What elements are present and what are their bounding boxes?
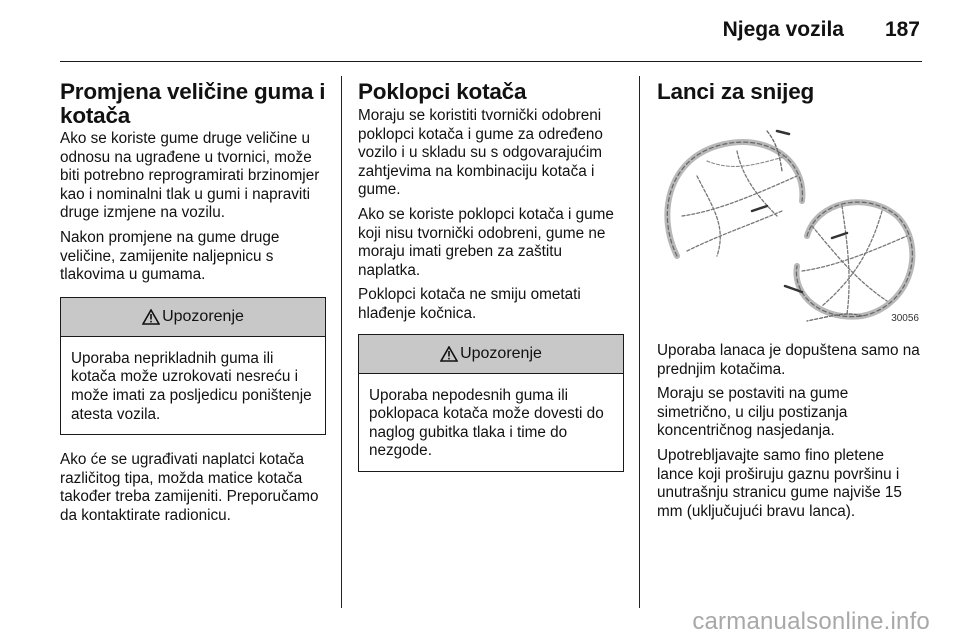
warning-box bbox=[358, 334, 624, 472]
section-title: Njega vozila bbox=[722, 18, 844, 41]
column-divider-right bbox=[639, 76, 640, 608]
paragraph: Ako se koriste poklopci kotača i gume koji nisu tvornički odobreni, gume ne moraju imati greben za zaštitu naplatka. bbox=[358, 205, 614, 279]
warning-title: Upozorenje bbox=[162, 307, 244, 325]
column-divider-left bbox=[341, 76, 342, 608]
heading-tire-size: Promjena veličine guma i kotača bbox=[60, 79, 326, 128]
column-wheel-covers bbox=[358, 80, 624, 488]
warning-box bbox=[60, 297, 326, 435]
paragraph: Ako se koriste gume druge veličine u odnosu na ugrađene u tvornici, može biti potrebno reprogramirati brzinomjer kao i nominalni tlak u gumi i napraviti druge izmjene na vozilu. bbox=[60, 130, 320, 222]
paragraph: Upotrebljavajte samo fino pletene lance koji proširuju gaznu površinu i unutrašnju stranicu gume najviše 15 mm (uključujući bravu lanca). bbox=[657, 446, 902, 520]
watermark: carmanualsonline.info bbox=[692, 608, 930, 635]
warning-text: Uporaba neprikladnih guma ili kotača može uzrokovati nesreću i može imati za posljedicu poništenje atesta vozila. bbox=[71, 349, 312, 423]
paragraph: Uporaba lanaca je dopuštena samo na prednjim kotačima. bbox=[657, 342, 920, 378]
paragraph: Moraju se postaviti na gume simetrično, u cilju postizanja koncentričnog nasjedanja. bbox=[657, 385, 849, 440]
column-snow-chains bbox=[657, 80, 923, 527]
snow-chain-image bbox=[657, 116, 923, 326]
page-number: 187 bbox=[884, 18, 920, 41]
paragraph: Nakon promjene na gume druge veličine, zamijenite naljepnicu s tlakovima u gumama. bbox=[60, 228, 280, 284]
warning-header bbox=[359, 335, 623, 374]
warning-triangle-icon bbox=[142, 309, 160, 325]
warning-text: Uporaba nepodesnih guma ili poklopaca kotača može dovesti do naglog gubitka tlaka i time do nezgode. bbox=[369, 386, 604, 460]
snow-chain-illustration bbox=[657, 116, 923, 326]
warning-header bbox=[61, 298, 325, 337]
column-tire-size bbox=[60, 80, 326, 532]
paragraph: Poklopci kotača ne smiju ometati hlađenje kočnica. bbox=[358, 286, 581, 322]
heading-snow-chains: Lanci za snijeg bbox=[657, 79, 815, 104]
heading-wheel-covers: Poklopci kotača bbox=[358, 79, 527, 104]
paragraph: Moraju se koristiti tvornički odobreni poklopci kotača i gume za određeno vozilo i u skladu su s odgovarajućim zahtjevima na kombinaciju kotača i gume. bbox=[358, 107, 603, 199]
page-header bbox=[60, 0, 922, 62]
warning-title: Upozorenje bbox=[460, 344, 542, 362]
warning-triangle-icon bbox=[440, 346, 458, 362]
figure-code: 30056 bbox=[891, 313, 919, 324]
paragraph: Ako će se ugrađivati naplatci kotača različitog tipa, možda matice kotača također treba zamijeniti. Preporučamo da kontaktirate radionicu. bbox=[60, 451, 319, 524]
